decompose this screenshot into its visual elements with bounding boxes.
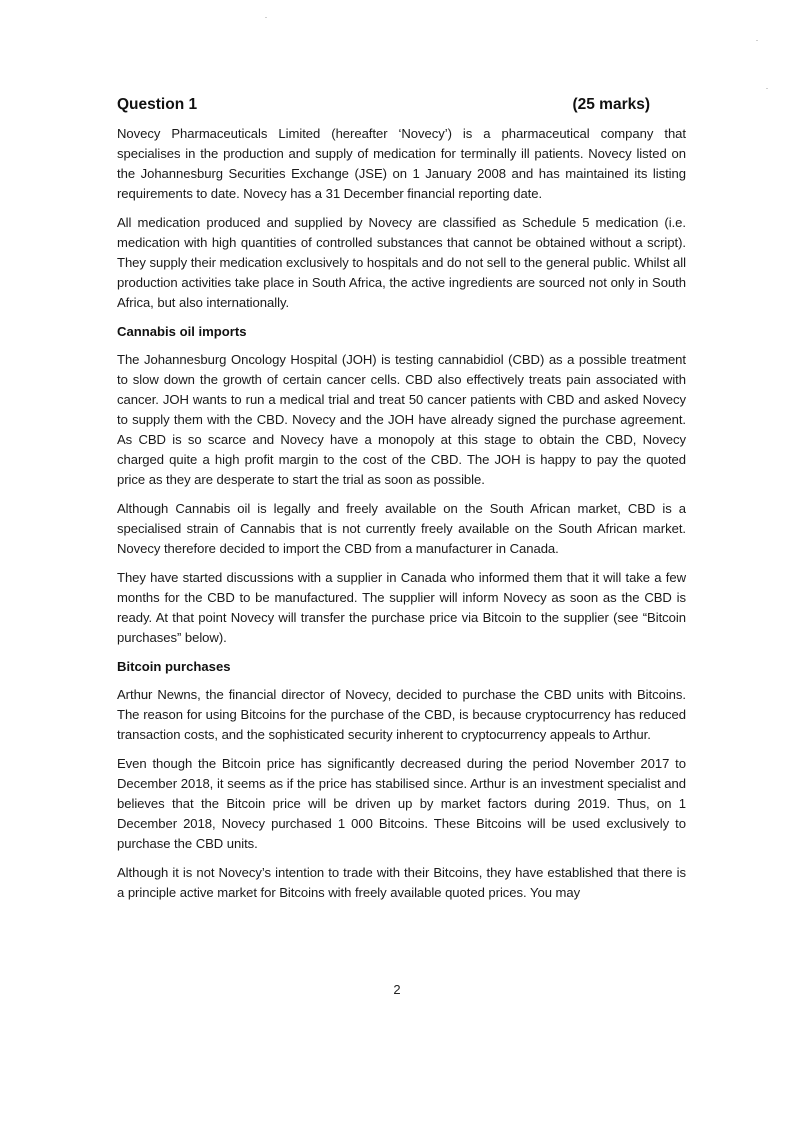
section-bitcoin-purchases (117, 657, 686, 903)
section-heading: Bitcoin purchases (117, 659, 231, 674)
question-marks: (25 marks) (572, 96, 650, 113)
section-paragraph: They have started discussions with a supplier in Canada who informed them that it will take a few months for the CBD to be manufactured. The supplier will inform Novecy as soon as the CBD is ready. At that point Novecy will transfer the purchase price via Bitcoin to the supplier (see “Bitcoin purchases” below). (117, 570, 686, 645)
question-title: Question 1 (117, 96, 198, 113)
question-heading (117, 96, 686, 114)
section-paragraph: The Johannesburg Oncology Hospital (JOH) is testing cannabidiol (CBD) as a possible treatment to slow down the growth of certain cancer cells. CBD also effectively treats pain associated with cancer. JOH wants to run a medical trial and treat 50 cancer patients with CBD and asked Novecy to supply them with the CBD. Novecy and the JOH have already signed the purchase agreement. As CBD is so scarce and Novecy have a monopoly at this stage to obtain the CBD, Novecy charged quite a high profit margin to the cost of the CBD. The JOH is happy to pay the quoted price as they are desperate to start the trial as soon as possible. (117, 352, 686, 487)
scan-artifact (756, 40, 758, 41)
section-paragraph: Although it is not Novecy’s intention to trade with their Bitcoins, they have established that there is a principle active market for Bitcoins with freely available quoted prices. You may (117, 865, 686, 900)
section-heading: Cannabis oil imports (117, 324, 247, 339)
section-cannabis-oil-imports (117, 322, 686, 648)
section-paragraph: Although Cannabis oil is legally and freely available on the South African market, CBD is a specialised strain of Cannabis that is not currently freely available on the South African market. Novecy therefore decided to import the CBD from a manufacturer in Canada. (117, 501, 686, 556)
intro-paragraph-2: All medication produced and supplied by Novecy are classified as Schedule 5 medication (i.e. medication with high quantities of controlled substances that cannot be obtained without a script). They supply their medication exclusively to hospitals and do not sell to the general public. Whilst all production activities take place in South Africa, the active ingredients are sourced not only in South Africa, but also internationally. (117, 215, 686, 310)
scan-artifact (766, 88, 768, 89)
intro-paragraph-1: Novecy Pharmaceuticals Limited (hereafter ‘Novecy’) is a pharmaceutical company that specialises in the production and supply of medication for terminally ill patients. Novecy listed on the Johannesburg Securities Exchange (JSE) on 1 January 2008 and has maintained its listing requirements to date. Novecy has a 31 December financial reporting date. (117, 126, 686, 201)
section-paragraph: Even though the Bitcoin price has significantly decreased during the period November 2017 to December 2018, it seems as if the price has stabilised since. Arthur is an investment specialist and believes that the Bitcoin price will be driven up by market factors during 2019. Thus, on 1 December 2018, Novecy purchased 1 000 Bitcoins. These Bitcoins will be used exclusively to purchase the CBD units. (117, 756, 686, 851)
document-page (117, 96, 686, 912)
page-number: 2 (393, 982, 401, 997)
section-paragraph: Arthur Newns, the financial director of Novecy, decided to purchase the CBD units with Bitcoins. The reason for using Bitcoins for the purchase of the CBD, is because cryptocurrency has reduced transaction costs, and the sophisticated security inherent to cryptocurrency appeals to Arthur. (117, 687, 686, 742)
scan-artifact (265, 17, 267, 18)
